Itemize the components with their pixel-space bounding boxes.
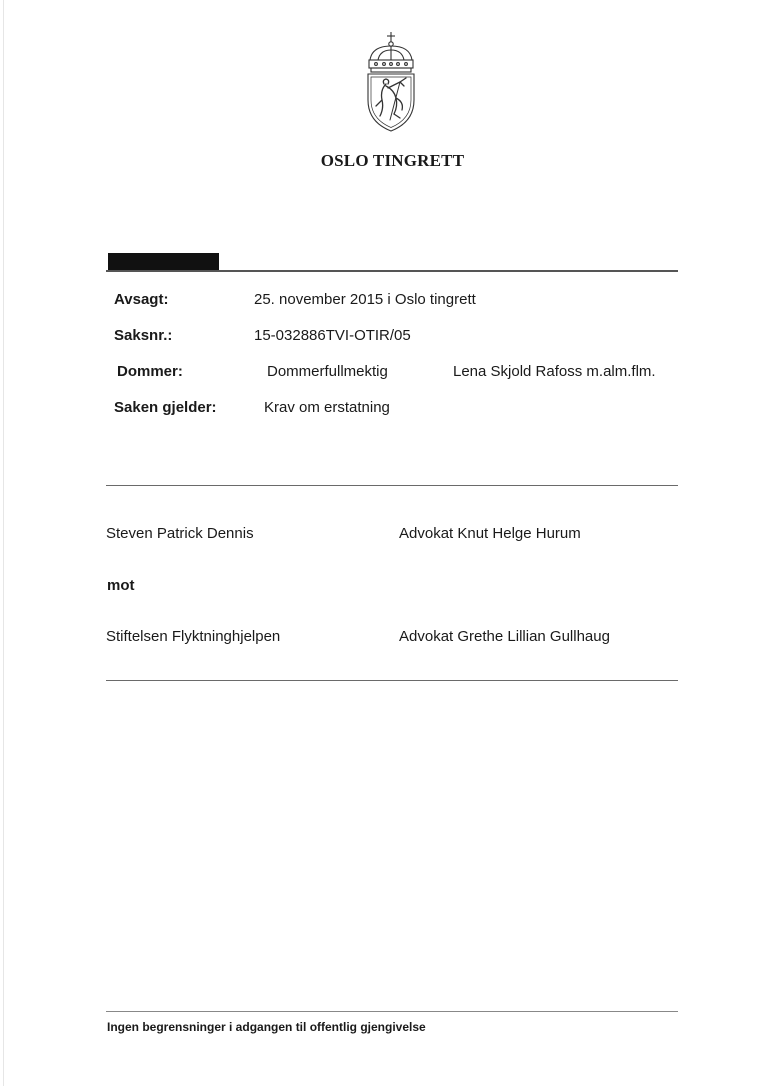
saksnr-value: 15-032886TVI-OTIR/05 xyxy=(254,327,411,344)
plaintiff-name: Steven Patrick Dennis xyxy=(106,525,254,542)
saken-gjelder-label: Saken gjelder: xyxy=(114,399,217,416)
footer-note: Ingen begrensninger i adgangen til offentlig gjengivelse xyxy=(107,1020,426,1034)
header-rule xyxy=(106,270,678,272)
court-name: OSLO TINGRETT xyxy=(320,151,465,170)
dommer-name: Lena Skjold Rafoss m.alm.flm. xyxy=(453,363,656,380)
dommer-label: Dommer: xyxy=(117,363,183,380)
footer-rule xyxy=(106,1011,678,1012)
norwegian-coat-of-arms-icon xyxy=(360,30,422,134)
saken-gjelder-value: Krav om erstatning xyxy=(264,399,390,416)
defendant-counsel: Advokat Grethe Lillian Gullhaug xyxy=(399,628,610,645)
avsagt-label: Avsagt: xyxy=(114,291,169,308)
dommer-title: Dommerfullmektig xyxy=(267,363,388,380)
avsagt-value: 25. november 2015 i Oslo tingrett xyxy=(254,291,476,308)
saksnr-label: Saksnr.: xyxy=(114,327,173,344)
section-rule-1 xyxy=(106,485,678,486)
section-rule-2 xyxy=(106,680,678,681)
versus-label: mot xyxy=(107,577,135,594)
plaintiff-counsel: Advokat Knut Helge Hurum xyxy=(399,525,581,542)
defendant-name: Stiftelsen Flyktninghjelpen xyxy=(106,628,281,645)
